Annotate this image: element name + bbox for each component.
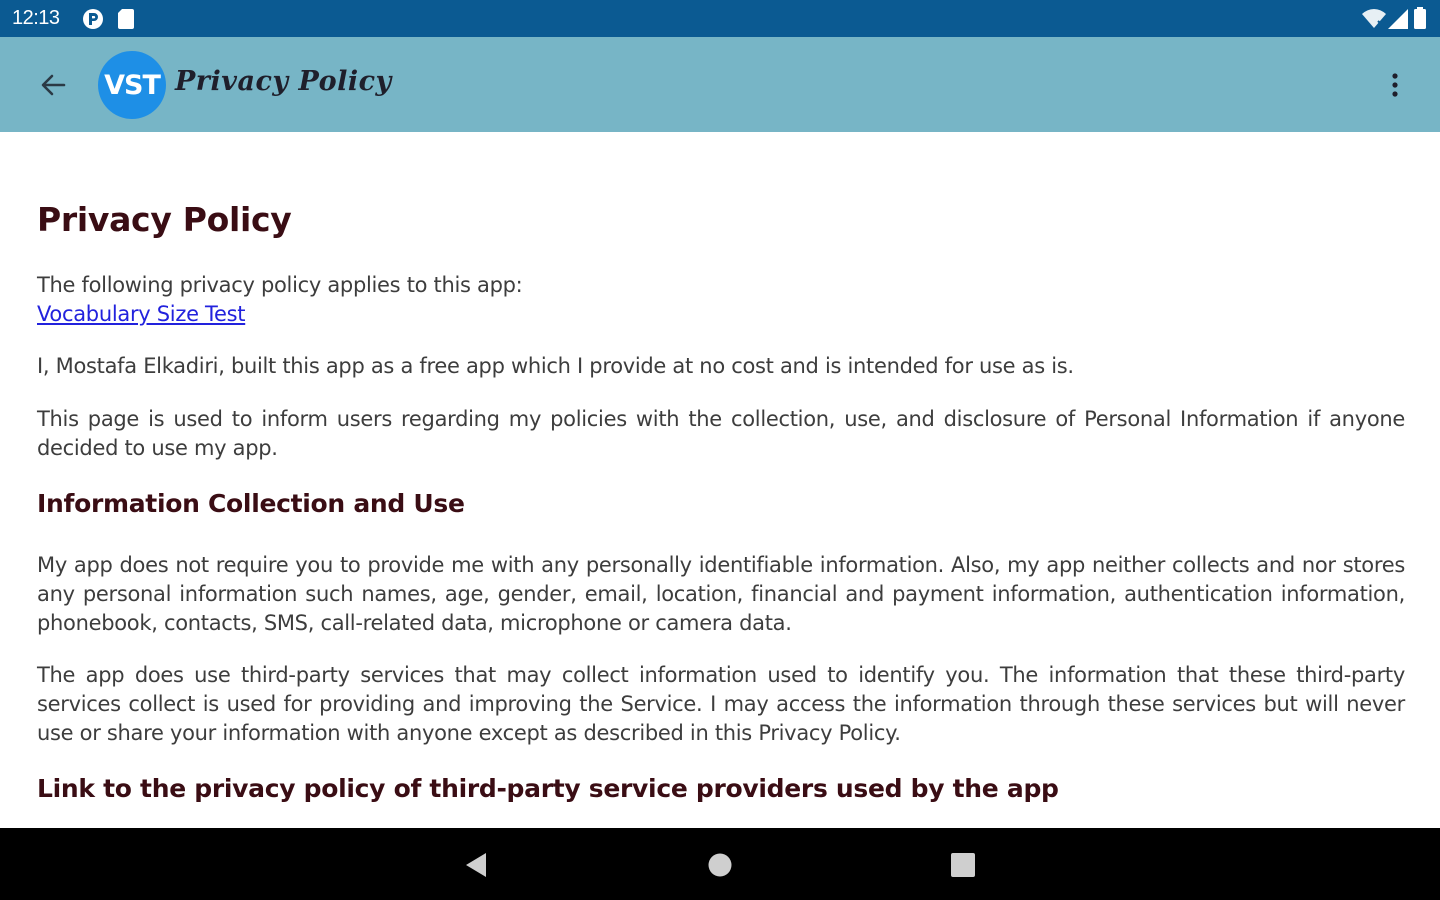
policy-content[interactable] <box>0 132 1440 828</box>
nav-home-button[interactable] <box>706 850 734 885</box>
section-heading-third-party-links: Link to the privacy policy of third-party service providers used by the app <box>37 774 1059 803</box>
page-heading: Privacy Policy <box>37 200 292 239</box>
square-recents-icon <box>949 850 977 880</box>
paragraph-purpose: This page is used to inform users regarding my policies with the collection, use, and disclosure of Personal Information if anyone decided to use my app. <box>37 407 1405 460</box>
nav-back-button[interactable] <box>462 850 490 885</box>
paragraph-third-party: The app does use third-party services that may collect information used to identify you. The information that these third-party services collect is used for providing and improving the Service. I may access the information through these services but will never use or share your information with anyone except as described in this Privacy Policy. <box>37 663 1405 745</box>
navigation-bar <box>0 828 1440 900</box>
signal-icon <box>1388 9 1408 34</box>
triangle-back-icon <box>462 850 490 880</box>
more-vert-icon <box>1380 65 1410 105</box>
wifi-icon <box>1362 9 1386 34</box>
app-link[interactable]: Vocabulary Size Test <box>37 302 246 326</box>
battery-icon <box>1414 7 1426 34</box>
sd-card-icon <box>117 8 135 35</box>
app-logo: VST <box>98 51 166 119</box>
pocket-icon <box>82 8 104 35</box>
app-title: Privacy Policy <box>175 66 392 97</box>
app-bar <box>0 37 1440 132</box>
section-heading-info-collection: Information Collection and Use <box>37 489 465 518</box>
status-time: 12:13 <box>12 7 60 29</box>
paragraph-developer: I, Mostafa Elkadiri, built this app as a free app which I provide at no cost and is intended for use as is. <box>37 354 1074 378</box>
nav-recents-button[interactable] <box>949 850 977 885</box>
back-button[interactable] <box>32 65 74 105</box>
status-bar <box>0 0 1440 37</box>
overflow-menu-button[interactable] <box>1380 65 1410 105</box>
intro-text <box>37 271 1405 329</box>
paragraph-info-collection: My app does not require you to provide me with any personally identifiable information. Also, my app neither collects and nor stores any personal information such names, age, gender, email, location, financial and payment information, authentication information, phonebook, contacts, SMS, call-related data, microphone or camera data. <box>37 553 1405 635</box>
arrow-back-icon <box>32 65 74 105</box>
circle-home-icon <box>706 850 734 880</box>
intro-sentence: The following privacy policy applies to this app: <box>37 273 523 297</box>
